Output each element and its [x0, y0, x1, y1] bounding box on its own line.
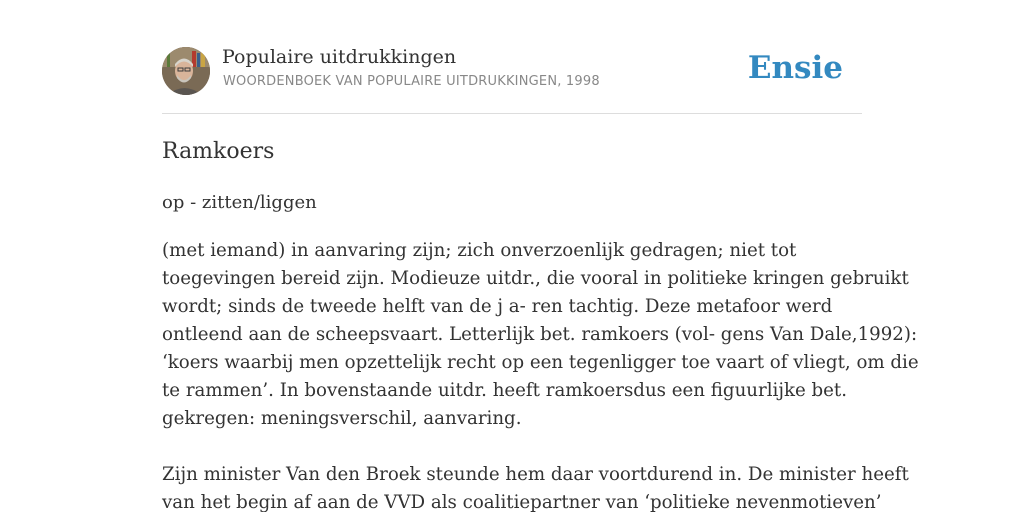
definition-line: wordt; sinds de tweede helft van de j a- ren tachtig. Deze metafoor werd: [162, 296, 833, 317]
author-name[interactable]: Populaire uitdrukkingen: [222, 46, 457, 68]
definition-line: ‘koers waarbij men opzettelijk recht op een tegenligger toe vaart of vliegt, om die: [162, 352, 919, 373]
ensie-logo[interactable]: Ensie: [747, 50, 843, 86]
header: [162, 0, 862, 114]
entry-title: Ramkoers: [162, 139, 275, 164]
definition-line: ontleend aan de scheepsvaart. Letterlijk bet. ramkoers (vol- gens Van Dale,1992):: [162, 324, 918, 345]
definition-line: te rammen’. In bovenstaande uitdr. heeft ramkoersdus een figuurlijke bet.: [162, 380, 848, 401]
definition-line: gekregen: meningsverschil, aanvaring.: [162, 408, 522, 429]
example-line: van het begin af aan de VVD als coalitiepartner van ‘politieke nevenmotieven’: [162, 492, 882, 512]
entry-subtitle: op - zitten/liggen: [162, 192, 317, 213]
page: [162, 0, 919, 512]
definition-line: toegevingen bereid zijn. Modieuze uitdr., die vooral in politieke kringen gebruikt: [162, 268, 909, 289]
author-portrait-icon[interactable]: [162, 47, 210, 95]
paragraph-gap: [162, 433, 862, 461]
source-title: WOORDENBOEK VAN POPULAIRE UITDRUKKINGEN, 1998: [223, 74, 600, 89]
author-portrait-image: [162, 47, 210, 95]
definition-line: (met iemand) in aanvaring zijn; zich onverzoenlijk gedragen; niet tot: [162, 240, 797, 261]
example-line: Zijn minister Van den Broek steunde hem daar voortdurend in. De minister heeft: [162, 464, 909, 485]
entry-body: [162, 237, 919, 512]
